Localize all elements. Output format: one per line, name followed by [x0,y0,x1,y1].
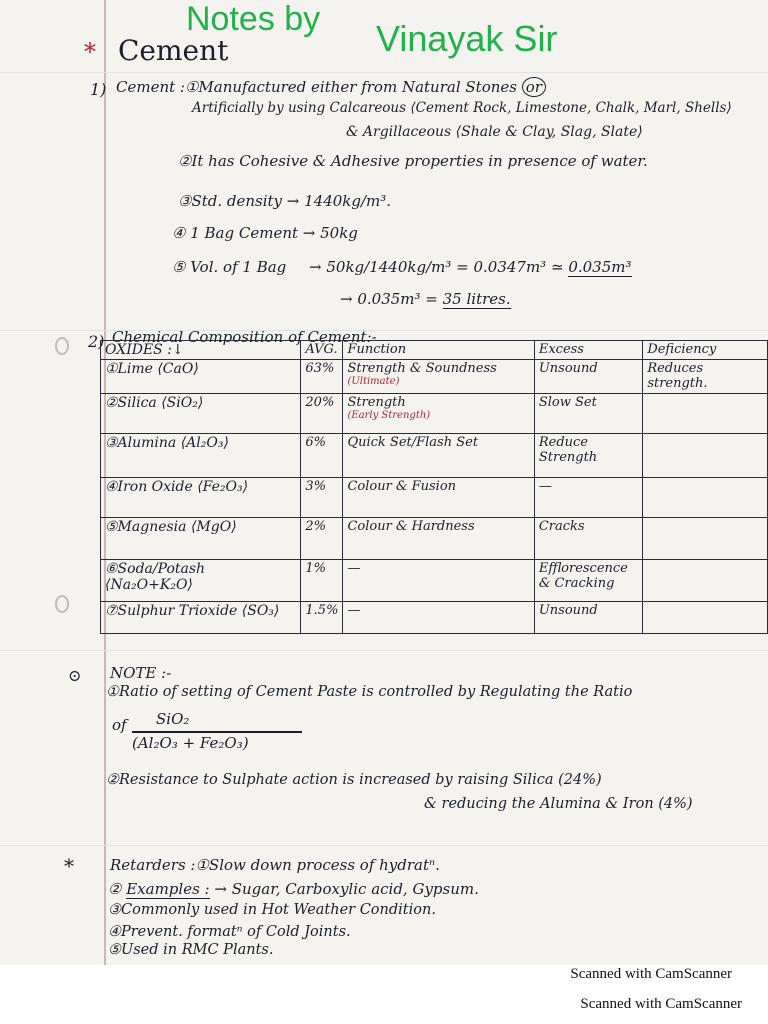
punch-hole [55,337,69,355]
function-cell-text: Colour & Hardness [347,519,475,534]
note-line1: ①Ratio of setting of Cement Paste is controlled by Regulating the Ratio [106,684,633,700]
header-avg: AVG. [301,341,343,360]
header-excess: Excess [534,341,642,360]
table-row [101,560,768,602]
avg-cell-text: 20% [305,395,335,410]
or-circled: or [522,77,546,97]
function-cell [343,602,534,634]
excess-cell [534,478,642,518]
excess-cell-text: — [538,479,552,494]
excess-cell-text: Efflorescence & Cracking [538,561,628,591]
avg-cell-text: 1% [305,561,327,576]
excess-cell [534,360,642,394]
punch-hole [55,595,69,613]
function-cell-text: — [347,603,361,618]
excess-cell [534,518,642,560]
function-cell-text: Colour & Fusion [347,479,457,494]
deficiency-cell [643,478,768,518]
composition-table [100,340,768,634]
section1-line8: → 0.035m³ = 35 litres. [340,290,511,308]
function-cell [343,360,534,394]
section1-line3: & Argillaceous ⟨Shale & Clay, Slag, Slate⟩ [346,124,643,140]
header-function: Function [343,341,534,360]
excess-cell [534,560,642,602]
excess-cell-text: Unsound [538,603,598,618]
oxide-cell-text: ③Alumina ⟨Al₂O₃⟩ [105,435,229,451]
table-row [101,478,768,518]
oxide-cell [101,360,301,394]
function-cell-text: Quick Set/Flash Set [347,435,479,450]
scanner-footer-1: Scanned with CamScanner [570,966,732,982]
oxide-cell-text: ①Lime ⟨CaO⟩ [105,361,199,377]
function-note: (Ultimate) [347,376,400,387]
function-cell [343,434,534,478]
table-header-row [101,341,768,360]
section1-number: 1) [90,80,107,99]
retarders-line1: Retarders :①Slow down process of hydratⁿ. [110,856,440,874]
note-line3: & reducing the Alumina & Iron (4%) [424,796,693,812]
watermark-line2: Vinayak Sir [376,18,558,59]
ruled-line [0,650,768,651]
title-star: * [84,38,96,66]
retarders-star: * [64,854,74,878]
section1-line6: ④ 1 Bag Cement → 50kg [172,224,358,242]
fraction-bar [132,731,302,733]
function-cell-text: Strength [347,395,406,410]
avg-cell-text: 2% [305,519,327,534]
oxide-cell-text: ②Silica ⟨SiO₂⟩ [105,395,204,411]
avg-cell [301,560,343,602]
header-deficiency: Deficiency [643,341,768,360]
table-row [101,602,768,634]
section2-title: Chemical Composition of Cement:- [112,328,377,346]
note-line2: ②Resistance to Sulphate action is increased by raising Silica (24%) [106,772,602,788]
page-title: Cement [118,34,229,67]
oxide-cell [101,434,301,478]
avg-cell-text: 1.5% [305,603,339,618]
function-cell [343,394,534,434]
avg-cell [301,518,343,560]
note-bullet-icon: ⊙ [68,666,82,685]
excess-cell [534,602,642,634]
deficiency-cell-text: Reduces strength. [647,361,708,391]
excess-cell-text: Cracks [538,519,585,534]
deficiency-cell [643,602,768,634]
deficiency-cell [643,394,768,434]
avg-cell [301,602,343,634]
function-cell-text: — [347,561,361,576]
avg-cell [301,434,343,478]
excess-cell-text: Slow Set [538,395,597,410]
section1-line2: Artificially by using Calcareous ⟨Cement Rock, Limestone, Chalk, Marl, Shells⟩ [192,100,732,116]
scanner-footer-2: Scanned with CamScanner [580,996,742,1012]
function-cell [343,478,534,518]
note-heading: NOTE :- [110,664,172,682]
oxide-cell [101,602,301,634]
oxide-cell [101,560,301,602]
excess-cell [534,434,642,478]
table-row [101,434,768,478]
avg-cell-text: 3% [305,479,327,494]
avg-cell [301,394,343,434]
ruled-line [0,72,768,73]
function-note: (Early Strength) [347,410,431,421]
excess-cell-text: Reduce Strength [538,435,598,465]
function-cell [343,518,534,560]
oxide-cell [101,478,301,518]
oxide-cell [101,518,301,560]
oxide-cell [101,394,301,434]
retarders-line5: ⑤Used in RMC Plants. [108,942,274,958]
retarders-line2: ② Examples : → Sugar, Carboxylic acid, Gypsum. [108,880,479,898]
avg-cell [301,478,343,518]
section1-line1: Cement :①Manufactured either from Natural Stones or [116,78,546,96]
function-cell-text: Strength & Soundness [347,361,497,376]
function-cell [343,560,534,602]
table-row [101,360,768,394]
watermark-line1: Notes by [186,0,321,38]
table-row [101,394,768,434]
section1-line5: ③Std. density → 1440kg/m³. [178,192,392,210]
section1-line4: ②It has Cohesive & Adhesive properties in presence of water. [178,152,648,170]
oxide-cell-text: ⑦Sulphur Trioxide ⟨SO₃⟩ [105,603,280,619]
table-row [101,518,768,560]
section1-line7: ⑤ Vol. of 1 Bag → 50kg/1440kg/m³ = 0.0347m³ ≃ 0.035m³ [172,258,632,276]
retarders-line4: ④Prevent. formatⁿ of Cold Joints. [108,924,351,940]
excess-cell-text: Unsound [538,361,598,376]
oxide-cell-text: ⑥Soda/Potash ⟨Na₂O+K₂O⟩ [105,561,206,593]
deficiency-cell [643,518,768,560]
avg-cell-text: 63% [305,361,335,376]
note-of: of [112,716,127,734]
ratio-numerator: SiO₂ [156,710,190,728]
avg-cell [301,360,343,394]
avg-cell-text: 6% [305,435,327,450]
deficiency-cell [643,360,768,394]
retarders-line3: ③Commonly used in Hot Weather Condition. [108,902,436,918]
section2-number: 2) [88,332,105,351]
excess-cell [534,394,642,434]
deficiency-cell [643,434,768,478]
header-oxides: OXIDES :↓ [101,341,301,360]
oxide-cell-text: ⑤Magnesia ⟨MgO⟩ [105,519,237,535]
ruled-line [0,845,768,846]
deficiency-cell [643,560,768,602]
ratio-denominator: (Al₂O₃ + Fe₂O₃) [132,734,249,752]
oxide-cell-text: ④Iron Oxide ⟨Fe₂O₃⟩ [105,479,249,495]
